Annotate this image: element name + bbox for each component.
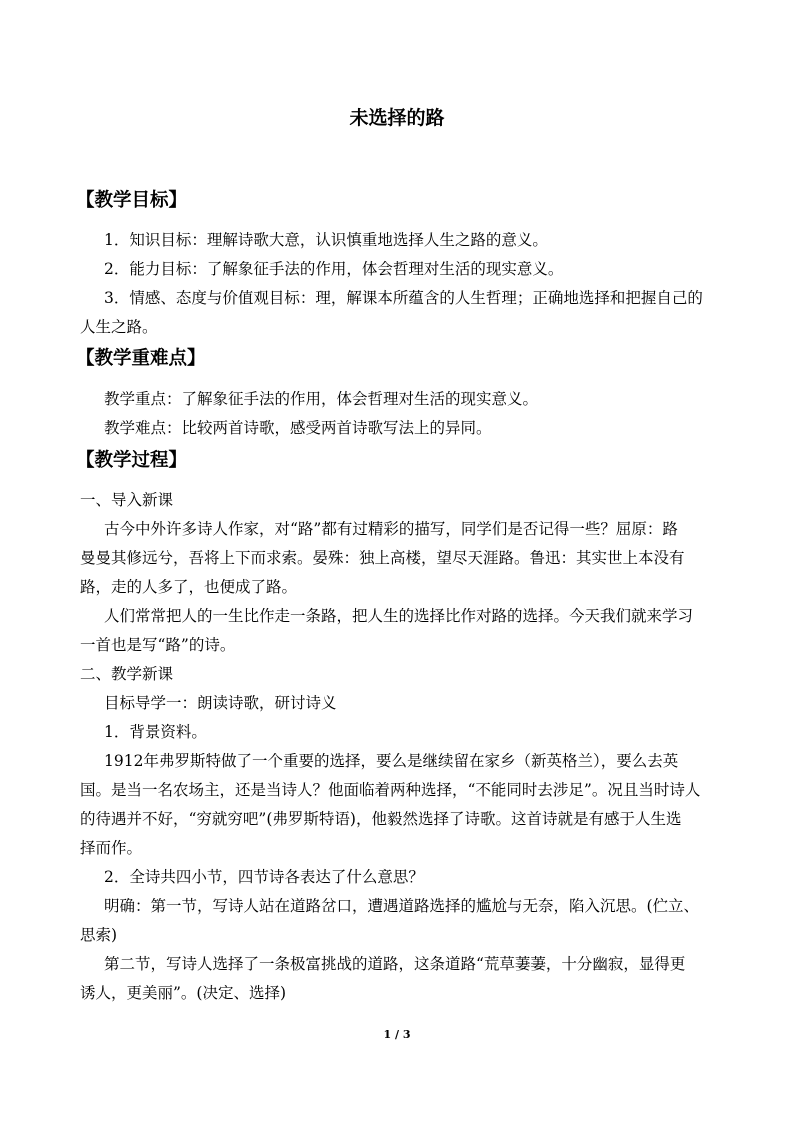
- goal-item: 2．能力目标：了解象征手法的作用，体会哲理对生活的现实意义。: [104, 260, 564, 278]
- paragraph-line: 路，走的人多了，也便成了路。: [80, 578, 298, 596]
- paragraph-line: 明确：第一节，写诗人站在道路岔口，遭遇道路选择的尴尬与无奈，陷入沉思。(伫立、: [104, 897, 700, 915]
- section-heading-goals: 【教学目标】: [76, 190, 188, 211]
- paragraph-line: 1912年弗罗斯特做了一个重要的选择，要么是继续留在家乡（新英格兰），要么去英: [104, 752, 679, 770]
- paragraph-line: 诱人，更美丽”。(决定、选择): [80, 984, 287, 1002]
- subheading-intro: 一、导入新课: [80, 491, 174, 509]
- paragraph-line: 古今中外许多诗人作家，对“路”都有过精彩的描写，同学们是否记得一些？屈原：路: [104, 520, 678, 538]
- subheading-new-lesson: 二、教学新课: [80, 665, 174, 683]
- paragraph-line: 一首也是写“路”的诗。: [80, 636, 236, 654]
- paragraph-line: 国。是当一名农场主，还是当诗人？他面临着两种选择，“不能同时去涉足”。况且当时诗人: [80, 781, 701, 799]
- goal-item-continued: 人生之路。: [80, 318, 158, 336]
- paragraph-line: 择而作。: [80, 839, 143, 857]
- paragraph-line: 第二节，写诗人选择了一条极富挑战的道路，这条道路“荒草萋萋，十分幽寂，显得更: [104, 955, 686, 973]
- paragraph-line: 思索): [80, 926, 118, 944]
- page-number: 1 / 3: [383, 1028, 411, 1041]
- goal-item: 1．知识目标：理解诗歌大意，认识慎重地选择人生之路的意义。: [104, 231, 548, 249]
- difficulty-key: 教学重点：了解象征手法的作用，体会哲理对生活的现实意义。: [104, 390, 539, 408]
- difficulty-hard: 教学难点：比较两首诗歌，感受两首诗歌写法上的异同。: [104, 419, 492, 437]
- page-title: 未选择的路: [349, 107, 445, 129]
- paragraph-line: 人们常常把人的一生比作走一条路，把人生的选择比作对路的选择。今天我们就来学习: [104, 607, 694, 625]
- goal-item: 3．情感、态度与价值观目标：理，解课本所蕴含的人生哲理；正确地选择和把握自己的: [104, 289, 703, 307]
- list-item: 2．全诗共四小节，四节诗各表达了什么意思？: [104, 868, 424, 886]
- section-heading-difficulty: 【教学重难点】: [76, 348, 206, 369]
- paragraph-line: 的待遇并不好，“穷就穷吧”(弗罗斯特语)，他毅然选择了诗歌。这首诗就是有感于人生选: [80, 810, 682, 828]
- section-heading-process: 【教学过程】: [76, 450, 188, 471]
- list-item: 1．背景资料。: [104, 723, 207, 741]
- paragraph-line: 曼曼其修远兮，吾将上下而求索。晏殊：独上高楼，望尽天涯路。鲁迅：其实世上本没有: [80, 549, 685, 567]
- target-heading: 目标导学一：朗读诗歌，研讨诗义: [104, 694, 337, 712]
